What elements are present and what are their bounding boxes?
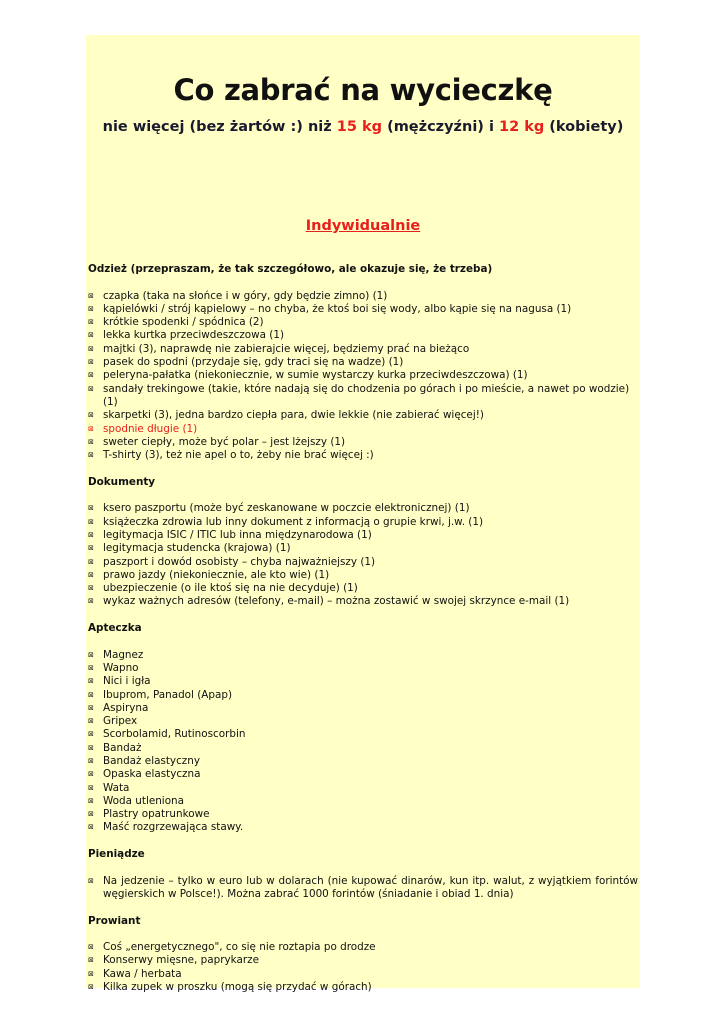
list-clothing [86,290,640,463]
list-item: ⊠ krótkie spodenki / spódnica (2) [88,316,264,329]
checkbox-icon: ⊠ [88,810,94,819]
checkbox-icon: ⊠ [88,557,94,566]
list-item: ⊠ paszport i dowód osobisty – chyba najważniejszy (1) [88,555,376,568]
checkbox-icon: ⊠ [88,544,94,553]
list-item: ⊠ skarpetki (3), jedna bardzo ciepła para, dwie lekkie (nie zabierać więcej!) [88,409,484,422]
checkbox-icon: ⊠ [88,943,94,952]
list-item: ⊠ książeczka zdrowia lub inny dokument z informacją o grupie krwi, j.w. (1) [88,515,484,528]
list-item: ⊠ Bandaż elastyczny [88,754,200,767]
heading-first-aid: Apteczka [88,622,142,635]
checkbox-icon: ⊠ [88,504,94,513]
page-title: Co zabrać na wycieczkę [173,73,553,107]
checkbox-icon: ⊠ [88,956,94,965]
checkbox-icon: ⊠ [88,530,94,539]
women-weight-limit: 12 kg [499,119,545,135]
list-money [86,875,640,902]
list-item: ⊠ sweter ciepły, może być polar – jest lżejszy (1) [88,435,346,448]
list-item: ⊠ sandały trekingowe (takie, które nadają się do chodzenia po górach i po mieście, a nawet po wodzie) (1) [88,382,630,408]
list-item: ⊠ Kawa / herbata [88,967,182,980]
list-item: ⊠ pasek do spodni (przydaje się, gdy traci się na wadze) (1) [88,356,404,369]
list-first-aid [86,649,640,835]
list-item: ⊠ Opaska elastyczna [88,768,201,781]
checkbox-icon: ⊠ [88,384,94,393]
list-item: ⊠ Bandaż [88,741,142,754]
checkbox-icon: ⊠ [88,584,94,593]
checkbox-icon: ⊠ [88,796,94,805]
checkbox-icon: ⊠ [88,969,94,978]
list-item: ⊠ legitymacja ISIC / ITIC lub inna międzynarodowa (1) [88,528,372,541]
list-item: ⊠ ksero paszportu (może być zeskanowane w poczcie elektronicznej) (1) [88,502,470,515]
list-item: ⊠ prawo jazdy (niekoniecznie, ale kto wie) (1) [88,568,330,581]
list-item: ⊠ T-shirty (3), też nie apel o to, żeby nie brać więcej :) [88,449,374,462]
list-item: ⊠ Aspiryna [88,701,149,714]
checkbox-icon: ⊠ [88,344,94,353]
list-item: ⊠ Coś „energetycznego", co się nie roztapia po drodze [88,941,376,954]
checkbox-icon: ⊠ [88,411,94,420]
document-page [86,35,640,994]
checkbox-icon: ⊠ [88,703,94,712]
list-item: ⊠ Maść rozgrzewająca stawy. [88,821,244,834]
subtitle-part3: (kobiety) [544,119,624,135]
checkbox-icon: ⊠ [88,730,94,739]
list-item: ⊠ Plastry opatrunkowe [88,808,210,821]
checkbox-icon: ⊠ [88,770,94,779]
heading-money: Pieniądze [88,848,145,861]
checkbox-icon: ⊠ [88,304,94,313]
list-item: ⊠ Woda utleniona [88,794,185,807]
checkbox-icon: ⊠ [88,823,94,832]
checkbox-icon: ⊠ [88,331,94,340]
list-item: ⊠ lekka kurtka przeciwdeszczowa (1) [88,329,285,342]
checkbox-icon: ⊠ [88,650,94,659]
checklist-content [86,263,640,1008]
checkbox-icon: ⊠ [88,517,94,526]
checkbox-icon: ⊠ [88,451,94,460]
checkbox-icon: ⊠ [88,291,94,300]
subtitle [86,119,640,135]
heading-provisions: Prowiant [88,914,141,927]
list-item: ⊠ czapka (taka na słońce i w góry, gdy będzie zimno) (1) [88,289,388,302]
list-item: ⊠ Konserwy mięsne, paprykarze [88,954,259,967]
list-item: ⊠ Wata [88,781,130,794]
section-title-individual: Indywidualnie [305,218,421,234]
list-item: ⊠ Nici i igła [88,675,151,688]
checkbox-icon: ⊠ [88,570,94,579]
list-item: ⊠ Scorbolamid, Rutinoscorbin [88,728,246,741]
subtitle-part2: (mężczyźni) i [382,119,499,135]
checkbox-icon: ⊠ [88,318,94,327]
heading-clothing: Odzież (przepraszam, że tak szczegółowo, ale okazuje się, że trzeba) [88,263,493,275]
list-documents [86,502,640,608]
checkbox-icon: ⊠ [88,783,94,792]
list-provisions [86,941,640,994]
list-item: ⊠ Gripex [88,715,138,728]
list-item: ⊠ Wapno [88,661,139,674]
checkbox-icon: ⊠ [88,677,94,686]
list-item: ⊠ majtki (3), naprawdę nie zabierajcie więcej, będziemy prać na bieżąco [88,342,470,355]
list-item: ⊠ kąpielówki / strój kąpielowy – no chyba, że ktoś boi się wody, albo kąpie się na nagusa (1) [88,302,572,315]
checkbox-icon: ⊠ [88,437,94,446]
subtitle-part1: nie więcej (bez żartów :) niż [102,119,337,135]
checkbox-icon: ⊠ [88,663,94,672]
list-item-highlighted: ⊠ spodnie długie (1) [88,422,198,435]
list-item: ⊠ wykaz ważnych adresów (telefony, e-mail) – można zostawić w swojej skrzynce e-mail (1) [88,595,570,608]
checkbox-icon: ⊠ [88,876,94,885]
checkbox-icon: ⊠ [88,424,94,433]
checkbox-icon: ⊠ [88,597,94,606]
list-item: ⊠ peleryna-pałatka (niekoniecznie, w sumie wystarczy kurka przeciwdeszczowa) (1) [88,369,528,382]
list-item: ⊠ Kilka zupek w proszku (mogą się przydać w górach) [88,981,372,994]
list-item: ⊠ Magnez [88,648,144,661]
checkbox-icon: ⊠ [88,756,94,765]
men-weight-limit: 15 kg [336,119,383,135]
checkbox-icon: ⊠ [88,690,94,699]
checkbox-icon: ⊠ [88,983,94,992]
checkbox-icon: ⊠ [88,358,94,367]
checkbox-icon: ⊠ [88,717,94,726]
list-item: ⊠ Na jedzenie – tylko w euro lub w dolarach (nie kupować dinarów, kun itp. walut, z wyjątkiem forintów węgierskich w Polsce!). Można zabrać 1000 forintów (śniadanie i obiad 1. dnia) [88,874,638,900]
checkbox-icon: ⊠ [88,371,94,380]
list-item: ⊠ legitymacja studencka (krajowa) (1) [88,542,291,555]
list-item: ⊠ ubezpieczenie (o ile ktoś się na nie decyduje) (1) [88,582,358,595]
list-item: ⊠ Ibuprom, Panadol (Apap) [88,688,233,701]
checkbox-icon: ⊠ [88,743,94,752]
heading-documents: Dokumenty [88,475,156,488]
